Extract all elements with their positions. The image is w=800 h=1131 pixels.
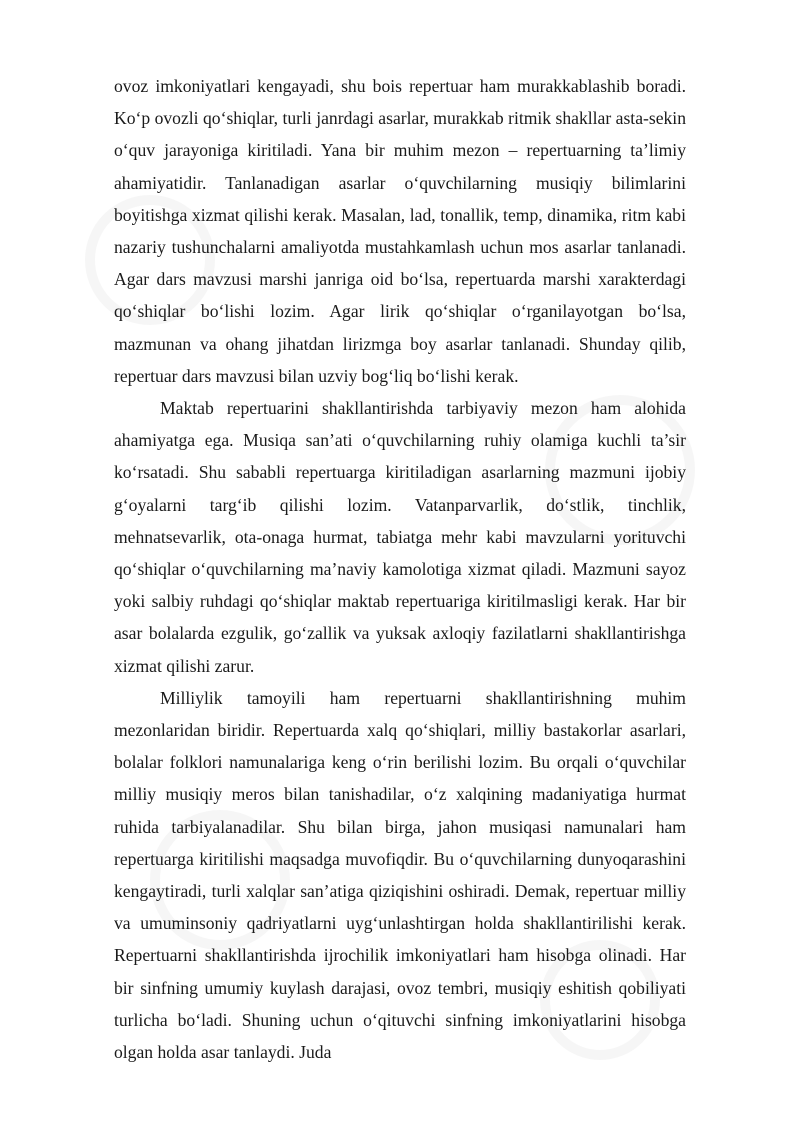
paragraph-2: Maktab repertuarini shakllantirishda tarbiyaviy mezon ham alohida ahamiyatga ega. Musiqa san’ati o‘quvchilarning ruhiy olamiga kuchli ta’sir ko‘rsatadi. Shu sababli repertuarga kiritiladigan asarlarning mazmuni ijobiy g‘oyalarni targ‘ib qilishi lozim. Vatanparvarlik, do‘stlik, tinchlik, mehnatsevarlik, ota-onaga hurmat, tabiatga mehr kabi mavzularni yorituvchi qo‘shiqlar o‘quvchilarning ma’naviy kamolotiga xizmat qiladi. Mazmuni sayoz yoki salbiy ruhdagi qo‘shiqlar maktab repertuariga kiritilmasligi kerak. Har bir asar bolalarda ezgulik, go‘zallik va yuksak axloqiy fazilatlarni shakllantirishga xizmat qilishi zarur. [114, 398, 686, 676]
document-body [114, 70, 686, 1068]
paragraph-1: ovoz imkoniyatlari kengayadi, shu bois repertuar ham murakkablashib boradi. Ko‘p ovozli qo‘shiqlar, turli janrdagi asarlar, murakkab ritmik shakllar asta-sekin o‘quv jarayoniga kiritiladi. Yana bir muhim mezon – repertuarning ta’limiy ahamiyatidir. Tanlanadigan asarlar o‘quvchilarning musiqiy bilimlarini boyitishga xizmat qilishi kerak. Masalan, lad, tonallik, temp, dinamika, ritm kabi nazariy tushunchalarni amaliyotda mustahkamlash uchun mos asarlar tanlanadi. Agar dars mavzusi marshi janriga oid bo‘lsa, repertuarda marshi xarakterdagi qo‘shiqlar bo‘lishi lozim. Agar lirik qo‘shiqlar o‘rganilayotgan bo‘lsa, mazmunan va ohang jihatdan lirizmga boy asarlar tanlanadi. Shunday qilib, repertuar dars mavzusi bilan uzviy bog‘liq bo‘lishi kerak. [114, 76, 686, 386]
paragraph-3: Milliylik tamoyili ham repertuarni shakllantirishning muhim mezonlaridan biridir. Repertuarda xalq qo‘shiqlari, milliy bastakorlar asarlari, bolalar folklori namunalariga keng o‘rin berilishi lozim. Bu orqali o‘quvchilar milliy musiqiy meros bilan tanishadilar, o‘z xalqining madaniyatiga hurmat ruhida tarbiyalanadilar. Shu bilan birga, jahon musiqasi namunalari ham repertuarga kiritilishi maqsadga muvofiqdir. Bu o‘quvchilarning dunyoqarashini kengaytiradi, turli xalqlar san’atiga qiziqishini oshiradi. Demak, repertuar milliy va umuminsoniy qadriyatlarni uyg‘unlashtirgan holda shakllantirilishi kerak. Repertuarni shakllantirishda ijrochilik imkoniyatlari ham hisobga olinadi. Har bir sinfning umumiy kuylash darajasi, ovoz tembri, musiqiy eshitish qobiliyati turlicha bo‘ladi. Shuning uchun o‘qituvchi sinfning imkoniyatlarini hisobga olgan holda asar tanlaydi. Juda [114, 687, 686, 1063]
